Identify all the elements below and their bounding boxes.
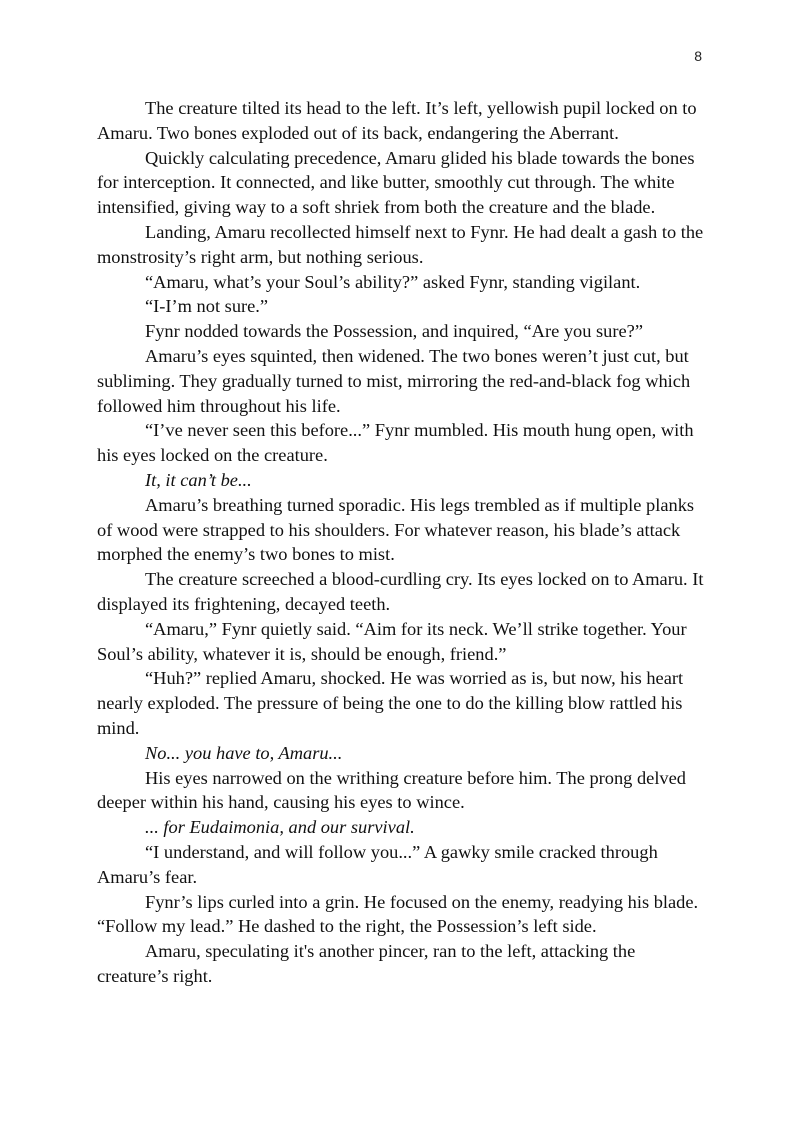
- paragraph-italic-thought: It, it can’t be...: [145, 469, 252, 490]
- paragraph: Amaru’s breathing turned sporadic. His legs trembled as if multiple planks of wood were strapped to his shoulders. For whatever reason, his blade’s attack morphed the enemy’s two bones to mist.: [97, 494, 695, 565]
- paragraph: Fynr nodded towards the Possession, and inquired, “Are you sure?”: [145, 321, 643, 342]
- paragraph-italic-thought: No... you have to, Amaru...: [145, 742, 343, 763]
- paragraph: Landing, Amaru recollected himself next to Fynr. He had dealt a gash to the monstrosity’s right arm, but nothing serious.: [97, 221, 704, 267]
- paragraph: Amaru, speculating it's another pincer, ran to the left, attacking the creature’s right.: [97, 941, 636, 986]
- paragraph: “I understand, and will follow you...” A gawky smile cracked through Amaru’s fear.: [97, 841, 658, 887]
- paragraph: “I-I’m not sure.”: [145, 296, 269, 317]
- body-text: [97, 96, 707, 989]
- paragraph: “Huh?” replied Amaru, shocked. He was worried as is, but now, his heart nearly exploded. The pressure of being the one to do the killing blow rattled his mind.: [97, 668, 684, 738]
- paragraph-italic-thought: ... for Eudaimonia, and our survival.: [145, 817, 415, 838]
- paragraph: Quickly calculating precedence, Amaru glided his blade towards the bones for interception. It connected, and like butter, smoothly cut through. The white intensified, giving way to a soft shriek from both the creature and the blade.: [97, 147, 695, 218]
- paragraph: “Amaru,” Fynr quietly said. “Aim for its neck. We’ll strike together. Your Soul’s ability, whatever it is, should be enough, friend.”: [97, 618, 687, 664]
- paragraph: His eyes narrowed on the writhing creature before him. The prong delved deeper within his hand, causing his eyes to wince.: [97, 767, 686, 813]
- paragraph: Fynr’s lips curled into a grin. He focused on the enemy, readying his blade. “Follow my lead.” He dashed to the right, the Possession’s left side.: [97, 891, 699, 937]
- paragraph: “Amaru, what’s your Soul’s ability?” asked Fynr, standing vigilant.: [145, 271, 641, 292]
- paragraph: The creature screeched a blood-curdling cry. Its eyes locked on to Amaru. It displayed its frightening, decayed teeth.: [97, 569, 704, 614]
- page-number: 8: [694, 48, 702, 64]
- paragraph: “I’ve never seen this before...” Fynr mumbled. His mouth hung open, with his eyes locked on the creature.: [97, 420, 694, 466]
- paragraph: Amaru’s eyes squinted, then widened. The two bones weren’t just cut, but subliming. They gradually turned to mist, mirroring the red-and-black fog which followed him throughout his life.: [97, 345, 691, 416]
- paragraph: The creature tilted its head to the left. It’s left, yellowish pupil locked on to Amaru. Two bones exploded out of its back, endangering the Aberrant.: [97, 98, 697, 143]
